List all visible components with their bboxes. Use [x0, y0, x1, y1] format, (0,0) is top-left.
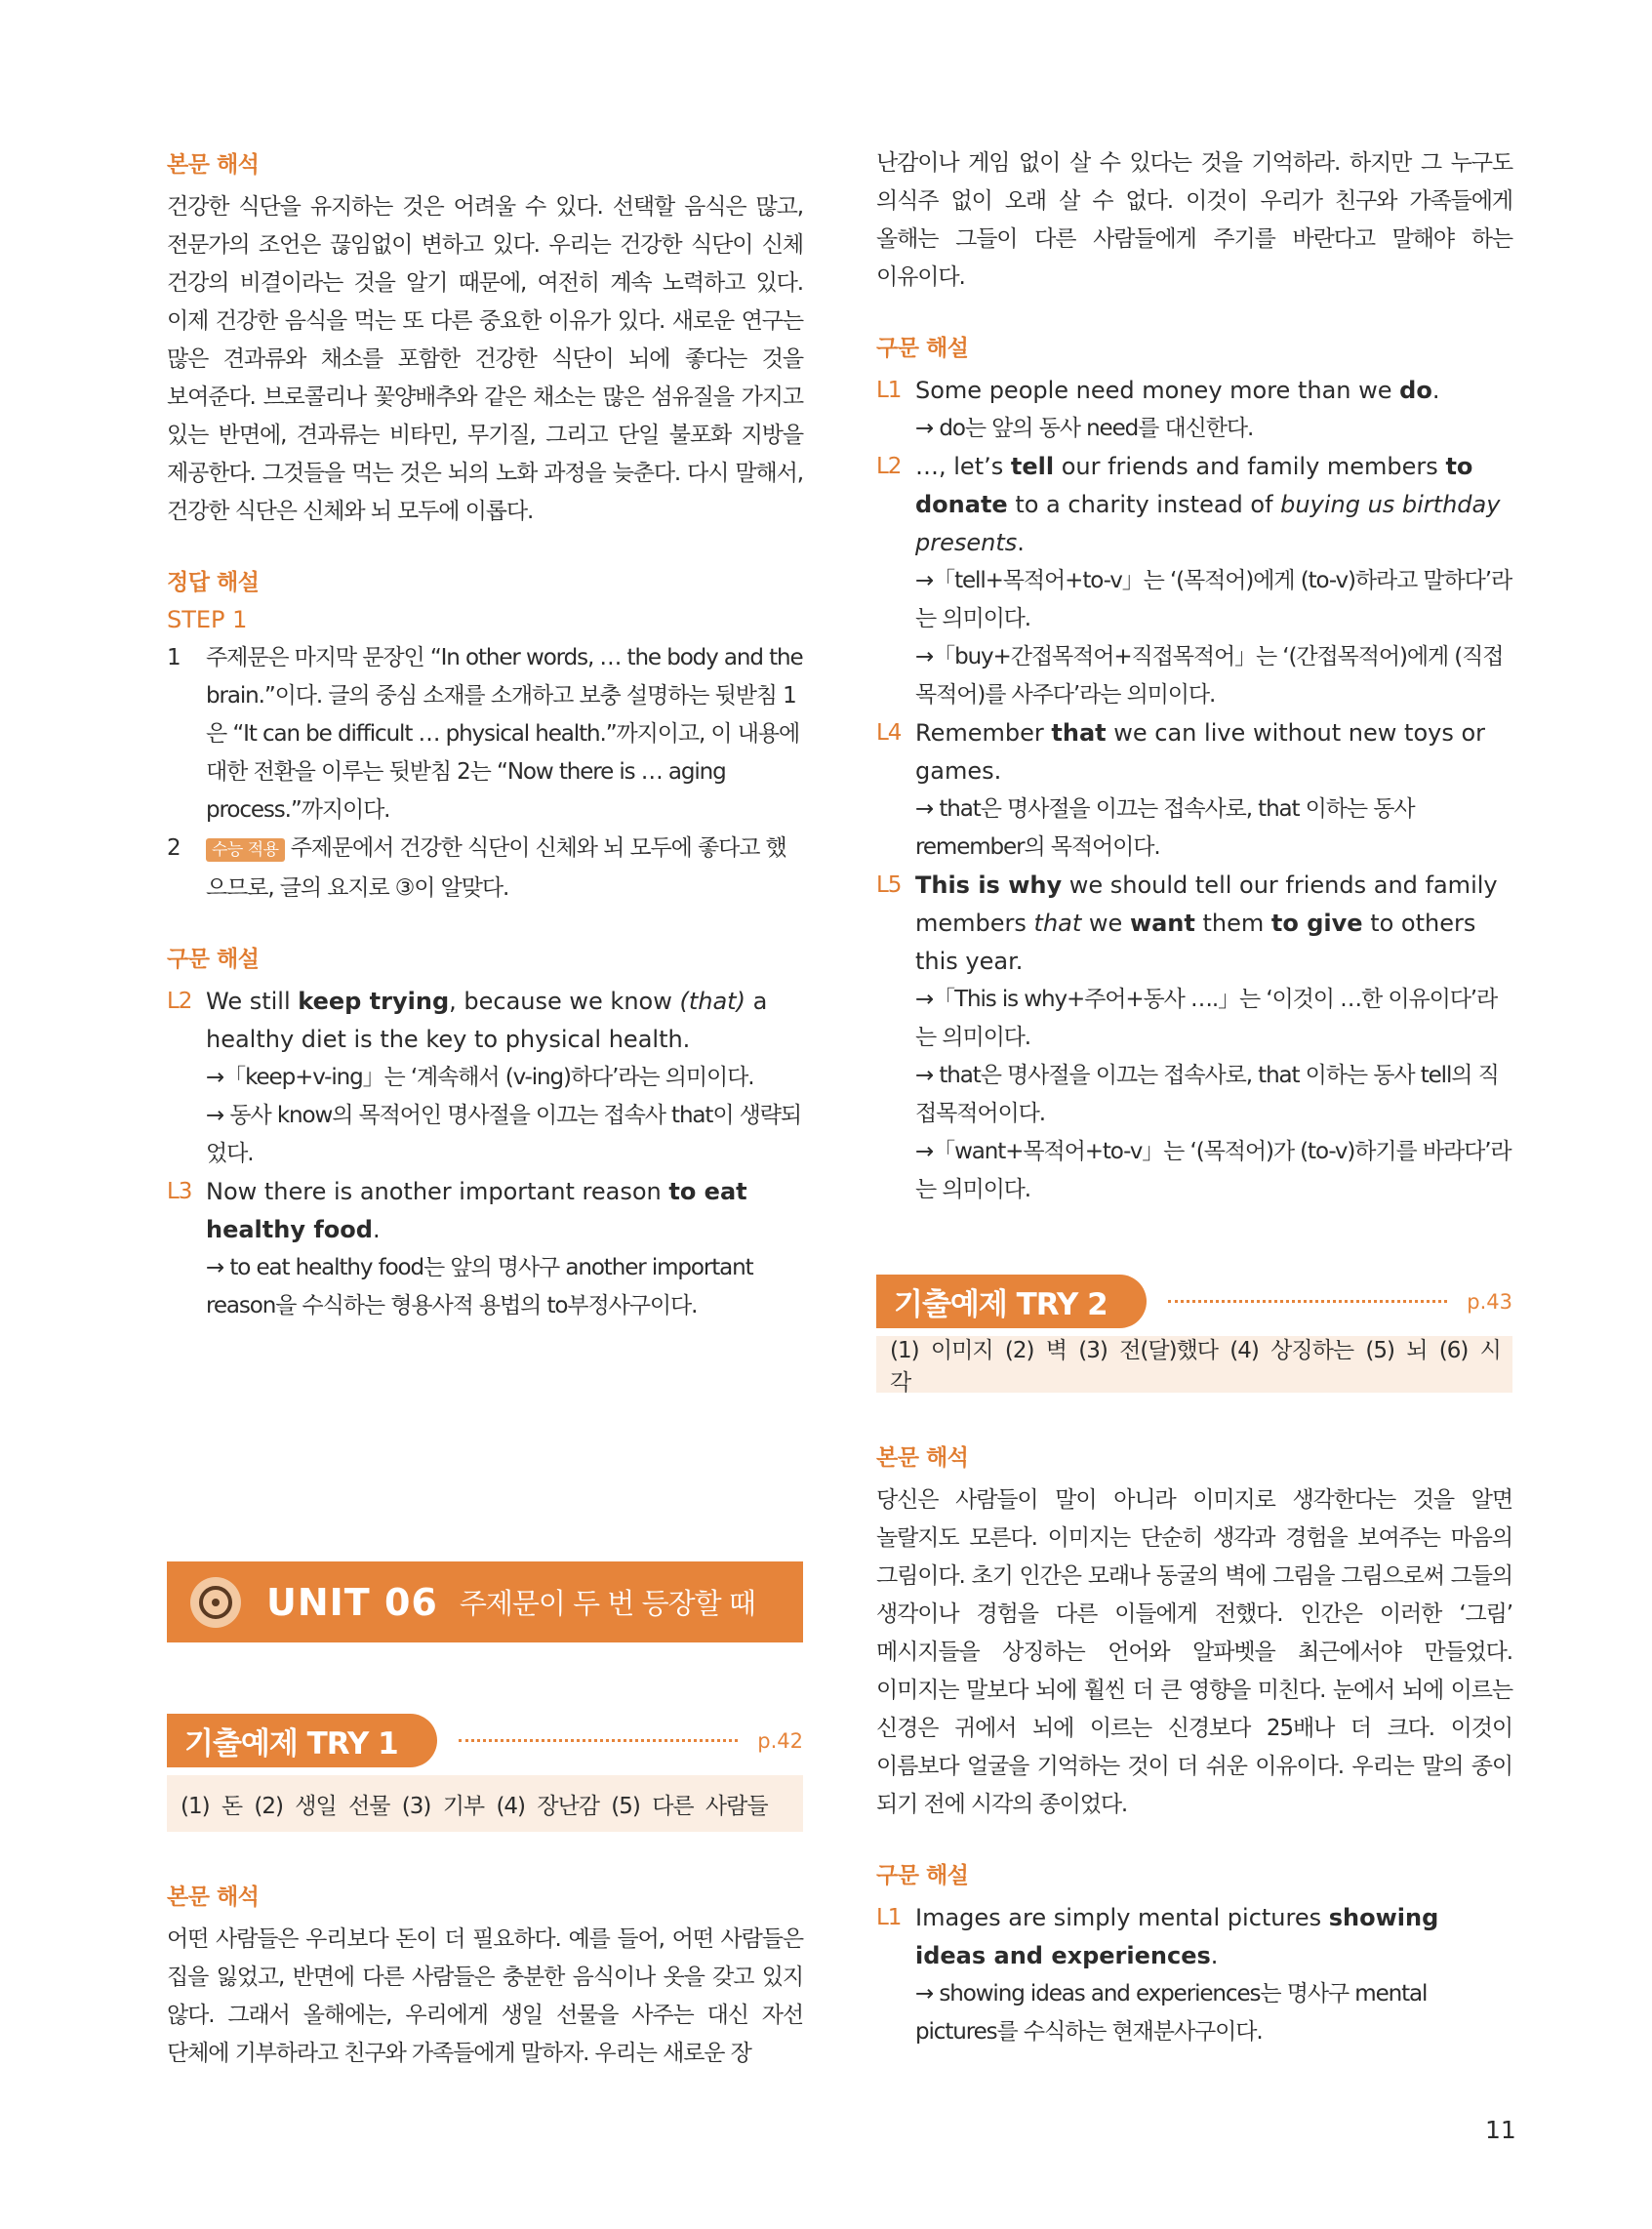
answer-item — [167, 830, 803, 908]
example-sentence: Now there is another important reason to eat healthy food. — [206, 1178, 747, 1243]
grammar-note: →「keep+v-ing」는 ‘계속해서 (v-ing)하다’라는 의미이다. — [206, 1065, 754, 1090]
answer-item — [167, 639, 803, 830]
item-number: 2 — [167, 835, 181, 861]
dotted-leader — [1168, 1300, 1448, 1303]
grammar-note: → to eat healthy food는 앞의 명사구 another important reason을 수식하는 형용사적 용법의 to부정사구이다. — [206, 1255, 753, 1318]
right-column — [876, 144, 1512, 1209]
dotted-leader — [459, 1739, 739, 1742]
suneung-badge: 수능 적용 — [206, 838, 285, 862]
section-heading: 구문 해설 — [876, 336, 969, 361]
step-label: STEP 1 — [167, 606, 248, 633]
unit-number: UNIT 06 — [266, 1580, 438, 1624]
grammar-item — [876, 448, 1512, 714]
section-heading: 본문 해석 — [876, 1445, 969, 1471]
example-sentence: Images are simply mental pictures showing ideas and experiences. — [915, 1904, 1439, 1969]
page-reference: p.43 — [1467, 1289, 1512, 1314]
grammar-item — [876, 372, 1512, 448]
try-label: 기출예제 TRY 1 — [167, 1714, 437, 1767]
grammar-item — [876, 714, 1512, 867]
line-label: L5 — [876, 872, 902, 898]
passage-translation: 당신은 사람들이 말이 아니라 이미지로 생각한다는 것을 알면 놀랄지도 모른다. 이미지는 단순히 생각과 경험을 보여주는 마음의 그림이다. 초기 인간은 모래나 동굴의 벽에 그림을 그림으로써 그들의 생각이나 경험을 다른 이들에게 전했다. 인간은 이러한 ‘그림’ 메시지들을 상징하는 언어와 알파벳을 최근에서야 만들었다. 이미지는 말보다 뇌에 훨씬 더 큰 영향을 미친다. 눈에서 뇌에 이르는 신경은 귀에서 뇌에 이르는 신경보다 25배나 더 크다. 이것이 이름보다 얼굴을 기억하는 것이 더 쉬운 이유이다. 우리는 말의 종이 되기 전에 시각의 종이었다. — [876, 1487, 1512, 1817]
grammar-note: →「buy+간접목적어+직접목적어」는 ‘(간접목적어)에게 (직접목적어)를 사주다’라는 의미이다. — [915, 644, 1504, 708]
item-text: 주제문에서 건강한 식단이 신체와 뇌 모두에 좋다고 했으므로, 글의 요지로 ③이 알맞다. — [206, 835, 786, 901]
item-text: 주제문은 마지막 문장인 “In other words, … the body and the brain.”이다. 글의 중심 소재를 소개하고 보충 설명하는 뒷받침 1은 “It can be difficult … physical health.”까지이고, 이 내용에 대한 전환을 이루는 뒷받침 2는 “Now there is … aging process.”까지이다. — [206, 645, 803, 823]
section-heading: 구문 해설 — [876, 1863, 969, 1888]
grammar-note: → that은 명사절을 이끄는 접속사로, that 이하는 동사 tell의 직접목적어이다. — [915, 1063, 1499, 1126]
unit-banner — [167, 1561, 803, 1642]
section-heading: 본문 해석 — [167, 1885, 260, 1910]
section-heading: 정답 해설 — [167, 570, 260, 595]
grammar-item — [167, 983, 803, 1173]
unit-title: 주제문이 두 번 등장할 때 — [459, 1587, 755, 1620]
section-heading: 구문 해설 — [167, 947, 260, 972]
answer-box: (1) 돈 (2) 생일 선물 (3) 기부 (4) 장난감 (5) 다른 사람들 — [167, 1775, 803, 1832]
grammar-item — [876, 867, 1512, 1209]
grammar-item — [876, 1899, 1512, 2051]
line-label: L2 — [167, 989, 192, 1014]
try-header — [876, 1275, 1512, 1328]
disc-icon — [190, 1577, 241, 1628]
passage-translation-continued: 난감이나 게임 없이 살 수 있다는 것을 기억하라. 하지만 그 누구도 의식주 없이 오래 살 수 없다. 이것이 우리가 친구와 가족들에게 올해는 그들이 다른 사람들에게 주기를 바란다고 말해야 하는 이유이다. — [876, 150, 1512, 290]
line-label: L2 — [876, 454, 902, 479]
example-sentence: …, let’s tell our friends and family members to donate to a charity instead of buying us birthday presents. — [915, 453, 1501, 556]
grammar-note: →「want+목적어+to-v」는 ‘(목적어)가 (to-v)하기를 바라다’라는 의미이다. — [915, 1139, 1511, 1202]
grammar-item — [167, 1173, 803, 1325]
try-header — [167, 1714, 803, 1767]
left-column — [167, 146, 803, 1325]
passage-translation: 어떤 사람들은 우리보다 돈이 더 필요하다. 예를 들어, 어떤 사람들은 집을 잃었고, 반면에 다른 사람들은 충분한 음식이나 옷을 갖고 있지 않다. 그래서 올해에는, 우리에게 생일 선물을 사주는 대신 자선 단체에 기부하라고 친구와 가족들에게 말하자. 우리는 새로운 장 — [167, 1926, 803, 2066]
grammar-note: →「tell+목적어+to-v」는 ‘(목적어)에게 (to-v)하라고 말하다’라는 의미이다. — [915, 568, 1512, 631]
section-heading: 본문 해석 — [167, 152, 260, 178]
page-number: 11 — [1485, 2116, 1516, 2144]
answer-box: (1) 이미지 (2) 벽 (3) 전(달)했다 (4) 상징하는 (5) 뇌 (6) 시각 — [876, 1336, 1512, 1393]
grammar-note: →「This is why+주어+동사 ….」는 ‘이것이 …한 이유이다’라는 의미이다. — [915, 987, 1498, 1050]
line-label: L4 — [876, 720, 902, 746]
line-label: L1 — [876, 1905, 902, 1930]
try2-section — [876, 1275, 1512, 2051]
try-label: 기출예제 TRY 2 — [876, 1275, 1147, 1328]
example-sentence: Remember that we can live without new toys or games. — [915, 719, 1486, 785]
try1-section — [167, 1714, 803, 2073]
example-sentence: Some people need money more than we do. — [915, 377, 1440, 404]
page-reference: p.42 — [757, 1728, 803, 1753]
grammar-note: → do는 앞의 동사 need를 대신한다. — [915, 416, 1254, 441]
line-label: L3 — [167, 1179, 192, 1204]
grammar-note: → 동사 know의 목적어인 명사절을 이끄는 접속사 that이 생략되었다. — [206, 1103, 802, 1166]
grammar-note: → showing ideas and experiences는 명사구 mental pictures를 수식하는 현재분사구이다. — [915, 1981, 1428, 2045]
grammar-note: → that은 명사절을 이끄는 접속사로, that 이하는 동사 remember의 목적어이다. — [915, 796, 1415, 860]
example-sentence: We still keep trying, because we know (that) a healthy diet is the key to physical health. — [206, 988, 768, 1053]
line-label: L1 — [876, 378, 902, 403]
example-sentence: This is why we should tell our friends and family members that we want them to give to others this year. — [915, 871, 1498, 975]
item-number: 1 — [167, 645, 181, 670]
passage-translation: 건강한 식단을 유지하는 것은 어려울 수 있다. 선택할 음식은 많고, 전문가의 조언은 끊임없이 변하고 있다. 우리는 건강한 식단이 신체 건강의 비결이라는 것을 알기 때문에, 여전히 계속 노력하고 있다. 이제 건강한 음식을 먹는 또 다른 중요한 이유가 있다. 새로운 연구는 많은 견과류와 채소를 포함한 건강한 식단이 뇌에 좋다는 것을 보여준다. 브로콜리나 꽃양배추와 같은 채소는 많은 섬유질을 가지고 있는 반면에, 견과류는 비타민, 무기질, 그리고 단일 불포화 지방을 제공한다. 그것들을 먹는 것은 뇌의 노화 과정을 늦춘다. 다시 말해서, 건강한 식단은 신체와 뇌 모두에 이롭다. — [167, 194, 803, 524]
